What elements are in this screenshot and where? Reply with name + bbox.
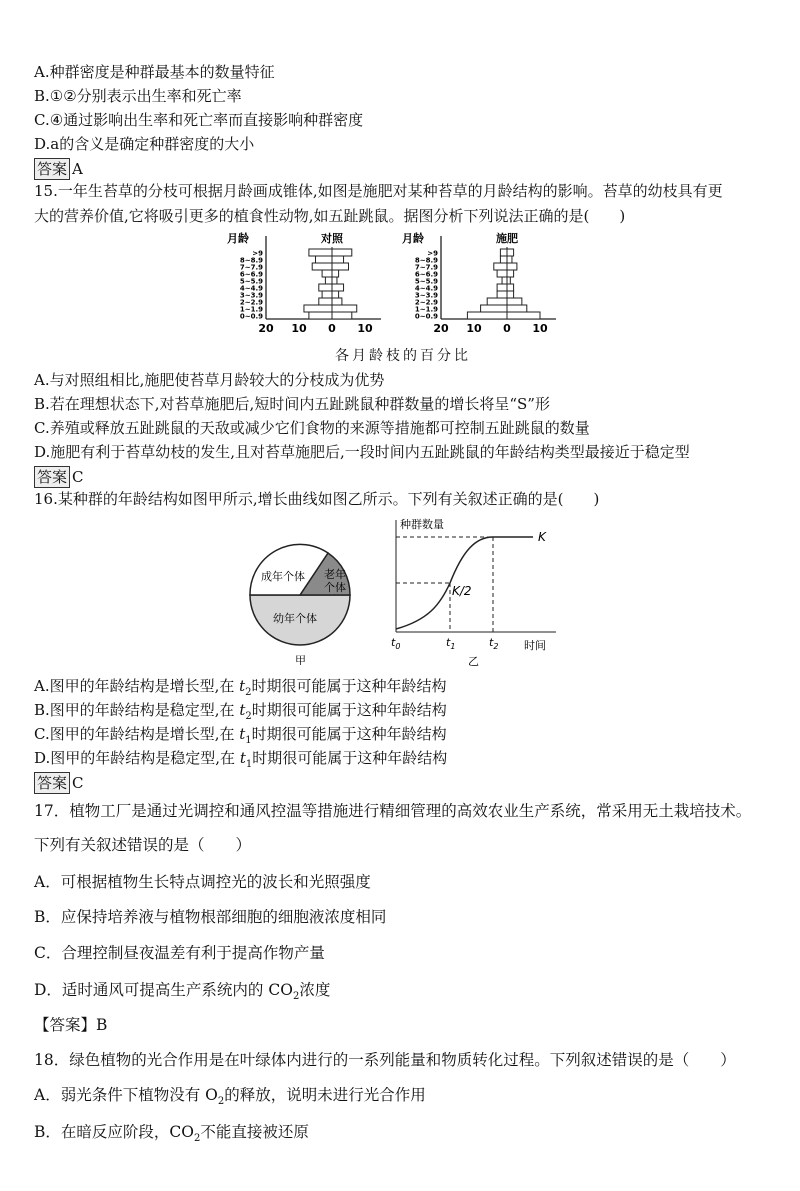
age-label: 7~7.9 bbox=[239, 263, 263, 272]
q16-answer bbox=[34, 772, 84, 794]
q16-option-a: A.图甲的年龄结构是增长型,在 $t_2$时期很可能属于这种年龄结构 bbox=[34, 677, 447, 698]
age-label: 0~0.9 bbox=[239, 312, 263, 321]
q14-option-a: A.种群密度是种群最基本的数量特征 bbox=[34, 63, 275, 81]
q15-answer bbox=[34, 466, 84, 488]
age-bar-5~5.9 bbox=[325, 277, 337, 284]
age-structure-pie bbox=[245, 540, 365, 665]
q15-option-a: A.与对照组相比,施肥使苔草月龄较大的分枝成为优势 bbox=[34, 371, 385, 389]
age-label: 6~6.9 bbox=[414, 270, 438, 279]
answer-tag: 答案 bbox=[34, 466, 70, 488]
k-label: K bbox=[538, 530, 546, 544]
k-half-label: K/2 bbox=[452, 584, 472, 598]
age-bar-6~6.9 bbox=[497, 270, 513, 277]
answer-value: A bbox=[72, 160, 83, 178]
age-bar-3~3.9 bbox=[497, 291, 513, 298]
age-label: 1~1.9 bbox=[414, 305, 438, 314]
age-label: 3~3.9 bbox=[239, 291, 263, 300]
pie-label-elderly-2: 个体 bbox=[324, 581, 346, 594]
age-label: 2~2.9 bbox=[239, 298, 263, 307]
age-bar-1~1.9 bbox=[481, 305, 527, 312]
t0-label: $t_0$ bbox=[391, 636, 401, 651]
pie-label-adult: 成年个体 bbox=[261, 570, 305, 583]
q17-answer: 【答案】B bbox=[34, 1016, 108, 1034]
age-label: 5~5.9 bbox=[239, 277, 263, 286]
q16-stem: 16.某种群的年龄结构如图甲所示,增长曲线如图乙所示。下列有关叙述正确的是( ) bbox=[34, 490, 600, 508]
pie-label-elderly-1: 老年 bbox=[324, 568, 346, 581]
age-label: >9 bbox=[427, 249, 438, 258]
age-bar-5~5.9 bbox=[502, 277, 510, 284]
age-bar-4~4.9 bbox=[497, 284, 513, 291]
age-bar-1~1.9 bbox=[304, 305, 357, 312]
age-label: 4~4.9 bbox=[239, 284, 263, 293]
q15-stem-line2: 大的营养价值,它将吸引更多的植食性动物,如五趾跳鼠。据图分析下列说法正确的是( ) bbox=[34, 207, 626, 225]
x-tick-label: 20 bbox=[258, 322, 274, 335]
age-label: >9 bbox=[252, 249, 263, 258]
x-tick-label: 0 bbox=[503, 322, 511, 335]
x-tick-label: 10 bbox=[291, 322, 307, 335]
answer-value: C bbox=[72, 468, 84, 486]
age-bar-2~2.9 bbox=[487, 298, 522, 305]
age-bar-8~8.9 bbox=[500, 256, 512, 263]
t1-label: $t_1$ bbox=[446, 636, 456, 651]
age-label: 4~4.9 bbox=[414, 284, 438, 293]
x-tick-label: 10 bbox=[357, 322, 373, 335]
q15-option-b: B.若在理想状态下,对苔草施肥后,短时间内五趾跳鼠种群数量的增长将呈“S”形 bbox=[34, 395, 550, 413]
age-label: 2~2.9 bbox=[414, 298, 438, 307]
q17-option-b: B．应保持培养液与植物根部细胞的细胞液浓度相同 bbox=[34, 908, 387, 926]
age-label: 3~3.9 bbox=[414, 291, 438, 300]
curve-caption: 乙 bbox=[468, 655, 479, 668]
age-bar-7~7.9 bbox=[494, 263, 517, 270]
q17-option-a: A．可根据植物生长特点调控光的波长和光照强度 bbox=[34, 873, 371, 891]
q15-option-d: D.施肥有利于苔草幼枝的发生,且对苔草施肥后,一段时间内五趾跳鼠的年龄结构类型最接近于稳定型 bbox=[34, 443, 690, 461]
answer-tag: 答案 bbox=[34, 158, 70, 180]
age-bar->9 bbox=[309, 249, 352, 256]
q14-option-c: C.④通过影响出生率和死亡率而直接影响种群密度 bbox=[34, 111, 364, 129]
panel-title: 施肥 bbox=[496, 232, 518, 245]
age-bar-0~0.9 bbox=[467, 312, 540, 319]
age-bar-4~4.9 bbox=[319, 284, 344, 291]
age-label: 8~8.9 bbox=[414, 256, 438, 265]
age-pyramid-figure bbox=[225, 230, 585, 365]
y-axis-label: 月龄 bbox=[402, 232, 424, 245]
q15-stem-line1: 15.一年生苔草的分枝可根据月龄画成锥体,如图是施肥对某种苔草的月龄结构的影响。苔草的幼枝具有更 bbox=[34, 182, 723, 200]
age-bar-7~7.9 bbox=[312, 263, 348, 270]
q15-option-c: C.养殖或释放五趾跳鼠的天敌或减少它们食物的来源等措施都可控制五趾跳鼠的数量 bbox=[34, 419, 590, 437]
age-label: 1~1.9 bbox=[239, 305, 263, 314]
q16-option-b: B.图甲的年龄结构是稳定型,在 $t_2$时期很可能属于这种年龄结构 bbox=[34, 701, 447, 722]
age-label: 7~7.9 bbox=[414, 263, 438, 272]
q18-stem: 18．绿色植物的光合作用是在叶绿体内进行的一系列能量和物质转化过程。下列叙述错误的是（ ） bbox=[34, 1051, 736, 1069]
age-label: 5~5.9 bbox=[414, 277, 438, 286]
age-label: 6~6.9 bbox=[239, 270, 263, 279]
q14-option-d: D.a的含义是确定种群密度的大小 bbox=[34, 135, 255, 153]
panel-title: 对照 bbox=[321, 232, 343, 245]
answer-value: C bbox=[72, 774, 84, 792]
q17-stem-line1: 17．植物工厂是通过光调控和通风控温等措施进行精细管理的高效农业生产系统，常采用无土栽培技术。 bbox=[34, 802, 752, 820]
pie-caption: 甲 bbox=[295, 654, 306, 665]
x-tick-label: 20 bbox=[433, 322, 449, 335]
q14-option-b: B.①②分别表示出生率和死亡率 bbox=[34, 87, 242, 105]
age-bar-0~0.9 bbox=[309, 312, 352, 319]
age-bar-8~8.9 bbox=[316, 256, 344, 263]
s-curve bbox=[396, 537, 533, 629]
pyramid-caption: 各月龄枝的百分比 bbox=[335, 348, 471, 364]
y-axis-label: 月龄 bbox=[227, 232, 249, 245]
q17-stem-line2: 下列有关叙述错误的是（ ） bbox=[34, 836, 252, 854]
x-tick-label: 10 bbox=[466, 322, 482, 335]
x-axis-label: 时间 bbox=[524, 639, 546, 652]
q17-option-c: C．合理控制昼夜温差有利于提高作物产量 bbox=[34, 944, 325, 962]
q17-option-d: D．适时通风可提高生产系统内的 $CO_2$浓度 bbox=[34, 981, 331, 1003]
age-label: 8~8.9 bbox=[239, 256, 263, 265]
age-bar-6~6.9 bbox=[322, 270, 339, 277]
q16-option-d: D.图甲的年龄结构是稳定型,在 $t_1$时期很可能属于这种年龄结构 bbox=[34, 749, 448, 770]
age-bar-3~3.9 bbox=[322, 291, 339, 298]
x-tick-label: 0 bbox=[328, 322, 336, 335]
y-axis-label: 种群数量 bbox=[400, 518, 444, 531]
x-tick-label: 10 bbox=[532, 322, 548, 335]
t2-label: $t_2$ bbox=[489, 636, 499, 651]
q16-option-c: C.图甲的年龄结构是增长型,在 $t_1$时期很可能属于这种年龄结构 bbox=[34, 725, 447, 746]
pie-label-juvenile: 幼年个体 bbox=[273, 612, 317, 625]
q14-answer bbox=[34, 158, 83, 180]
age-bar-2~2.9 bbox=[319, 298, 342, 305]
answer-tag: 答案 bbox=[34, 772, 70, 794]
q18-option-a: A．弱光条件下植物没有 $O_2$的释放，说明未进行光合作用 bbox=[34, 1086, 426, 1108]
age-label: 0~0.9 bbox=[414, 312, 438, 321]
growth-curve-chart bbox=[388, 515, 568, 675]
q18-option-b: B．在暗反应阶段，$CO_2$不能直接被还原 bbox=[34, 1123, 309, 1145]
